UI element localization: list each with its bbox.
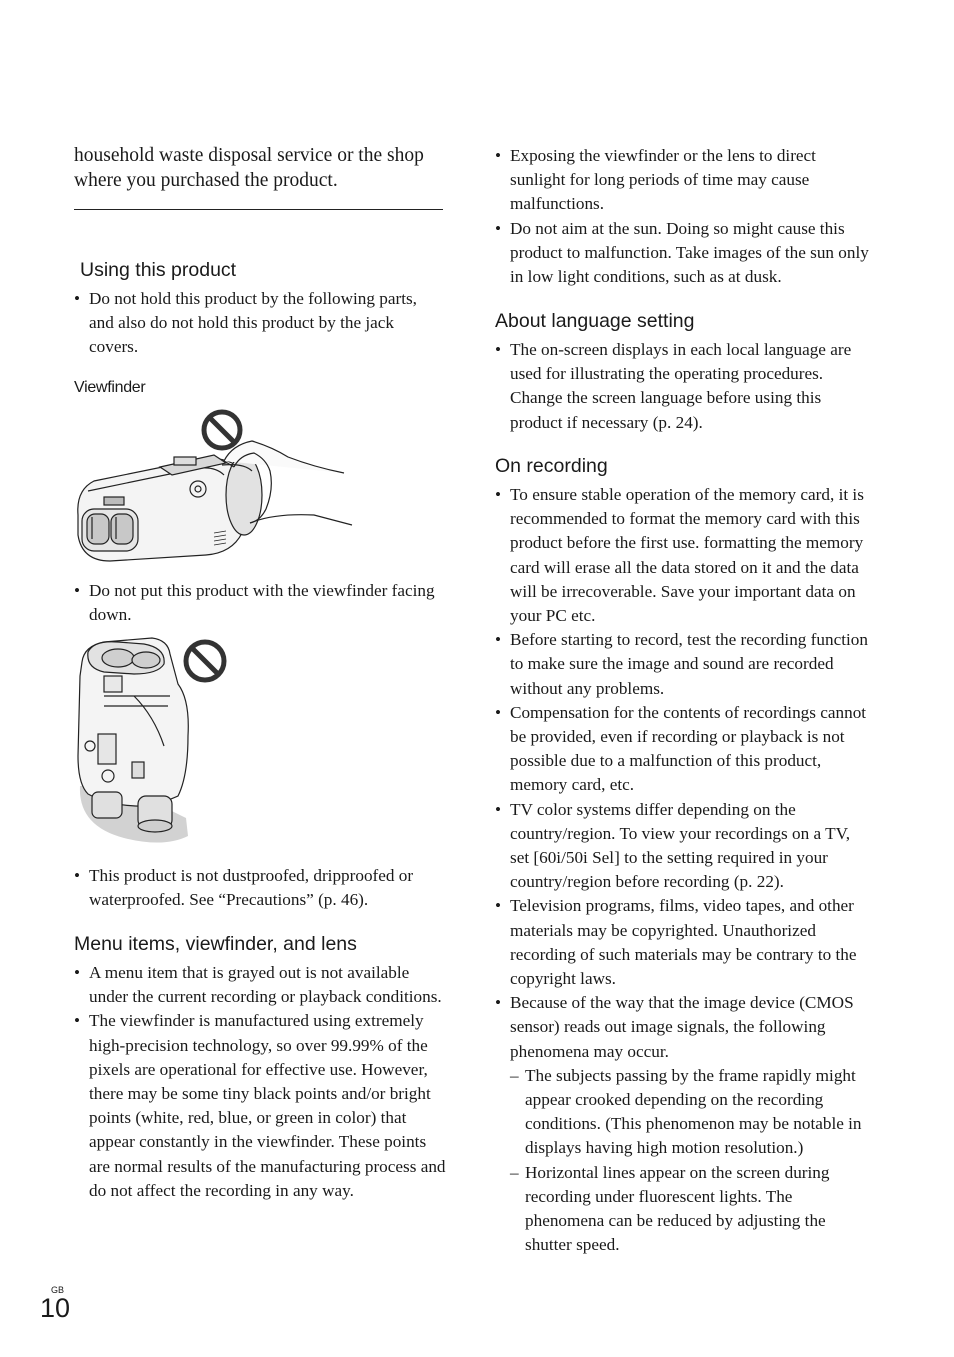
list-item: • The viewfinder is manufactured using extremely high-precision technology, so over 99.99% of the pixels are operational for effective use. However, there may be some tiny black points and/or bright points (white, red, blue, or green in color) that appear constantly in the viewfinder. These points are normal results of the manufacturing process and do not affect the recording in any way. [74,1009,446,1203]
list-item: • This product is not dustproofed, dripproofed or waterproofed. See “Precautions” (p. 46). [74,864,446,912]
list-item: • Exposing the viewfinder or the lens to direct sunlight for long periods of time may cause malfunctions. [495,144,871,217]
list-item [495,991,871,1257]
prohibition-icon [186,642,224,680]
list-item: • Before starting to record, test the recording function to make sure the image and sound are recorded without any problems. [495,628,871,701]
page-number: 10 [40,1293,71,1323]
binocular-camera-held-by-viewfinder [74,405,359,565]
figure-caption-viewfinder: Viewfinder [74,379,146,396]
using-product-list [74,287,446,360]
intro-text: household waste disposal service or the shop where you purchased the product. [74,145,424,191]
binocular-camera-viewfinder-facing-down [74,636,234,846]
recording-list [495,483,871,1258]
list-item: • The on-screen displays in each local language are used for illustrating the operating procedures. Change the screen language before using this product if necessary (p. 24). [495,338,871,435]
heading-about-language: About language setting [495,310,695,332]
list-item: • Television programs, films, video tapes, and other materials may be copyrighted. Unauthorized recording of such materials may be contrary to the copyright laws. [495,894,871,991]
menu-items-list [74,961,446,1203]
prohibition-icon [204,412,240,448]
list-item: • Do not aim at the sun. Doing so might cause this product to malfunction. Take images of the sun only in low light conditions, such as at dusk. [495,217,871,290]
phenomena-sublist [510,1064,871,1258]
region-code: GB [51,1285,65,1295]
dustproof-list [74,864,446,912]
list-item-text: Because of the way that the image device (CMOS sensor) reads out image signals, the following phenomena may occur. [510,993,854,1061]
heading-using-this-product: Using this product [80,259,237,281]
list-item: • Compensation for the contents of recordings cannot be provided, even if recording or playback is not possible due to a malfunction of this product, memory card, etc. [495,701,871,798]
list-item: • Do not put this product with the viewfinder facing down. [74,579,446,627]
sub-list-item: – Horizontal lines appear on the screen during recording under fluorescent lights. The phenomena can be reduced by adjusting the shutter speed. [510,1161,871,1258]
heading-menu-items: Menu items, viewfinder, and lens [74,933,357,955]
list-item: • To ensure stable operation of the memory card, it is recommended to format the memory card with this product before the first use. formatting the memory card will erase all the data stored on it and the data will be irrecoverable. Save your important data on your PC etc. [495,483,871,628]
language-list [495,338,871,435]
sunlight-list [495,144,871,289]
viewfinder-down-list [74,579,446,627]
heading-on-recording: On recording [495,455,608,477]
list-item: • TV color systems differ depending on the country/region. To view your recordings on a TV, set [60i/50i Sel] to the setting required in your country/region before recording (p. 22). [495,798,871,895]
list-item: • Do not hold this product by the following parts, and also do not hold this product by the jack covers. [74,287,446,360]
sub-list-item: – The subjects passing by the frame rapidly might appear crooked depending on the recording conditions. (This phenomenon may be notable in displays having high motion resolution.) [510,1064,871,1161]
list-item: • A menu item that is grayed out is not available under the current recording or playback conditions. [74,961,446,1009]
section-divider [74,209,443,210]
